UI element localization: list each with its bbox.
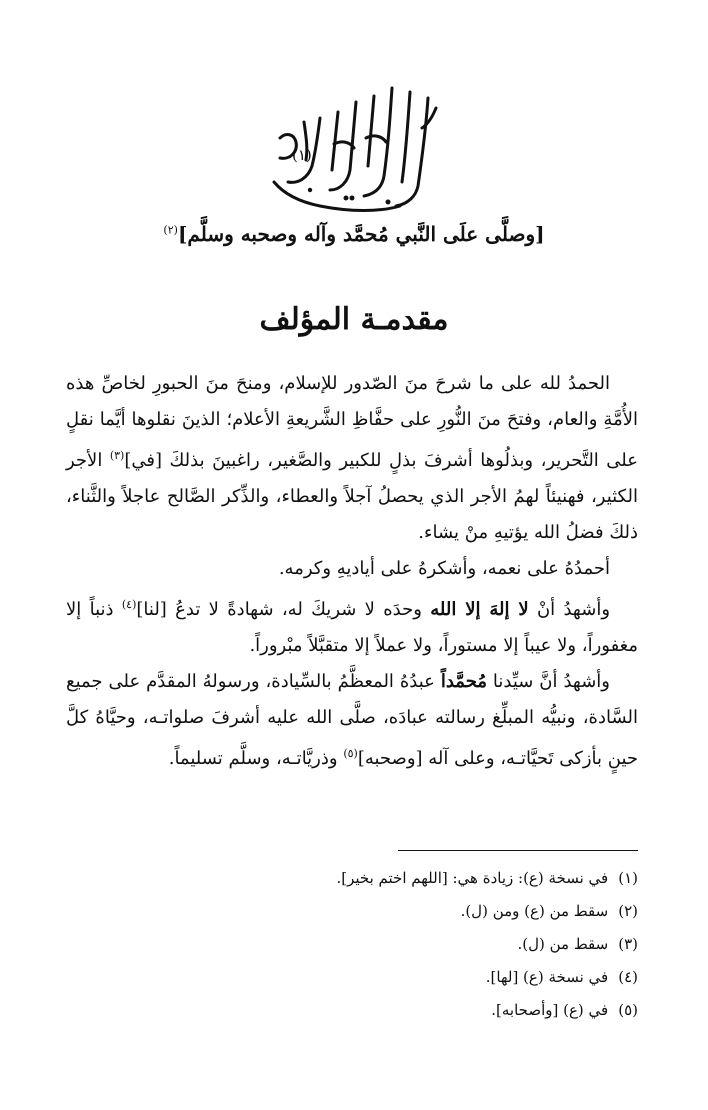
paragraph-3-bold: لا إلهَ إلا الله: [430, 599, 529, 620]
footnote-text: في نسخة (ع) [لها].: [485, 968, 609, 986]
footnote-number: (٤): [618, 968, 638, 986]
footnote-marker-3: (٣): [109, 449, 125, 462]
salutation-text: [وصلَّى علَى النَّبي مُحمَّد وآله وصحبه وسلَّم]: [177, 222, 545, 246]
salutation-line: [0, 222, 708, 246]
footnote-text: سقط من (ل).: [517, 935, 609, 953]
paragraph-4-text-c: وذريَّاتـه، وسلَّم تسليماً.: [168, 748, 344, 769]
footnote-item: [78, 895, 638, 928]
footnote-number: (٥): [618, 1001, 638, 1019]
section-heading: مقدمـة المؤلف: [259, 302, 449, 337]
paragraph-4-bold: مُحمَّداً: [440, 671, 487, 692]
footnotes: [78, 862, 638, 1027]
footnote-number: (١): [618, 869, 638, 887]
paragraph-3-text-a: وأشهدُ أنْ: [528, 599, 611, 620]
footnote-marker-4: (٤): [121, 598, 137, 611]
footnote-item: [78, 994, 638, 1027]
footnote-number: (٢): [618, 902, 638, 920]
paragraph-4: [66, 664, 638, 777]
footnote-text: في (ع) [وأصحابه].: [491, 1001, 609, 1019]
basmala-calligraphy: [250, 78, 450, 218]
paragraph-1-text-a: الحمدُ لله على ما شرحَ منَ الصّدور للإسلام، ومنحَ منَ الحبورِ لخاصِّ هذه الأُمَّةِ والعام، وفتحَ منَ النُّورِ على حفَّاظِ الشَّريعةِ الأعلام؛ الذينَ نقلوها أيَّما نقلٍ على التَّحرير، وبذلُوها أشرفَ بذلٍ للكبير والصَّغير، راغبينَ بذلكَ [في]: [66, 373, 638, 471]
footnote-item: [78, 961, 638, 994]
paragraph-4-text-a: وأشهدُ أنَّ سيِّدنا: [486, 671, 610, 692]
footnote-divider: [398, 850, 638, 851]
paragraph-1-text-b: الأجر الكثير، فهنيئاً لهمُ الأجر الذي يحصلُ آجلاً والعطاء، والذِّكر الصَّالح عاجلاً والثَّناء، ذلكَ فضلُ الله يؤتيهِ منْ يشاء.: [66, 450, 638, 543]
footnote-text: في نسخة (ع): زيادة هي: [اللهم اختم بخير].: [336, 869, 609, 887]
paragraph-3-text-b: وحدَه لا شريكَ له، شهادةً لا تدعُ [لنا]: [136, 599, 431, 620]
paragraph-4-text-b: عبدُهُ المعظَّمُ بالسِّيادة، ورسولهُ المقدَّم على جميع السَّادة، ونبيُّه المبلِّغ رسالته عبادَه، صلَّى الله عليه أشرفَ صلواتـه، وحيَّاهُ كلَّ حينٍ بأزكى تَحيَّاتـه، وعلى آله [وصحبه]: [66, 671, 638, 769]
paragraph-3-text-c: ذنباً إلا مغفوراً، ولا عيباً إلا مستوراً، ولا عملاً إلا متقبَّلاً مبْروراً.: [66, 599, 638, 656]
basmala-footnote-marker: (١): [292, 146, 312, 164]
footnote-text: سقط من (ع) ومن (ل).: [460, 902, 609, 920]
paragraph-3: [66, 587, 638, 664]
footnote-marker-5: (٥): [343, 747, 358, 760]
paragraph-1: [66, 366, 638, 551]
footnote-number: (٣): [618, 935, 638, 953]
main-text: [66, 366, 638, 777]
footnote-item: [78, 928, 638, 961]
paragraph-2: أحمدُهُ على نعمه، وأشكرهُ على أياديهِ وكرمه.: [278, 558, 610, 579]
footnote-item: [78, 862, 638, 895]
salutation-footnote-marker: (٢): [163, 223, 178, 237]
